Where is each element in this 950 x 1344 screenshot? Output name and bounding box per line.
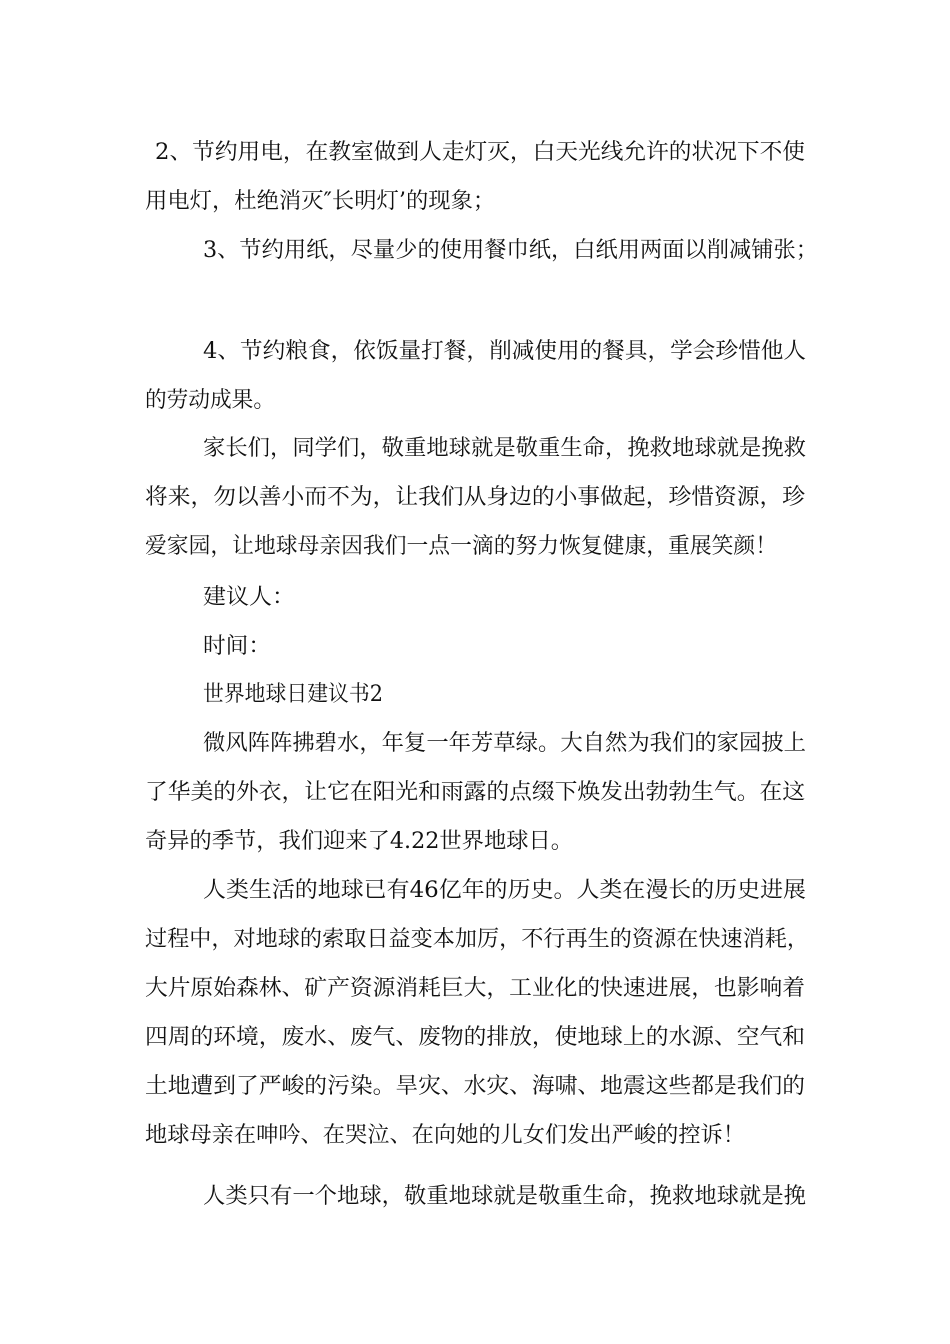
text-line: 2、节约用电，在教室做到人走灯灭，白天光线允许的状况下不使: [155, 140, 805, 165]
text-line: 四周的环境，废水、废气、废物的排放，使地球上的水源、空气和: [145, 1025, 806, 1050]
text-line: 地球母亲在呻吟、在哭泣、在向她的儿女们发出严峻的控诉！: [145, 1123, 746, 1148]
text-line: 将来，勿以善小而不为，让我们从身边的小事做起，珍惜资源，珍: [145, 485, 806, 510]
text-line: 建议人：: [203, 585, 296, 610]
section-title: 世界地球日建议书2: [203, 682, 383, 707]
text-line: 的劳动成果。: [145, 388, 276, 413]
text-line: 奇异的季节，我们迎来了4.22世界地球日。: [145, 829, 573, 854]
text-line: 用电灯，杜绝消灭″长明灯’的现象；: [145, 189, 496, 214]
text-line: 3、节约用纸，尽量少的使用餐巾纸，白纸用两面以削减铺张；: [203, 238, 818, 263]
text-line: 人类只有一个地球，敬重地球就是敬重生命，挽救地球就是挽: [203, 1184, 807, 1209]
text-line: 爱家园，让地球母亲因我们一点一滴的努力恢复健康，重展笑颜！: [145, 534, 778, 559]
text-line: 人类生活的地球已有46亿年的历史。人类在漫长的历史进展: [203, 878, 806, 903]
text-line: 微风阵阵拂碧水，年复一年芳草绿。大自然为我们的家园披上: [203, 731, 807, 756]
text-line: 过程中，对地球的索取日益变本加厉，不行再生的资源在快速消耗，: [145, 927, 810, 952]
text-line: 了华美的外衣，让它在阳光和雨露的点缀下焕发出勃勃生气。在这: [145, 780, 806, 805]
text-line: 家长们，同学们，敬重地球就是敬重生命，挽救地球就是挽救: [203, 436, 807, 461]
text-line: 土地遭到了严峻的污染。旱灾、水灾、海啸、地震这些都是我们的: [145, 1074, 806, 1099]
text-line: 大片原始森林、矿产资源消耗巨大，工业化的快速进展，也影响着: [145, 976, 806, 1001]
text-line: 4、节约粮食，依饭量打餐，削减使用的餐具，学会珍惜他人: [203, 339, 807, 364]
text-line: 时间：: [203, 634, 272, 659]
